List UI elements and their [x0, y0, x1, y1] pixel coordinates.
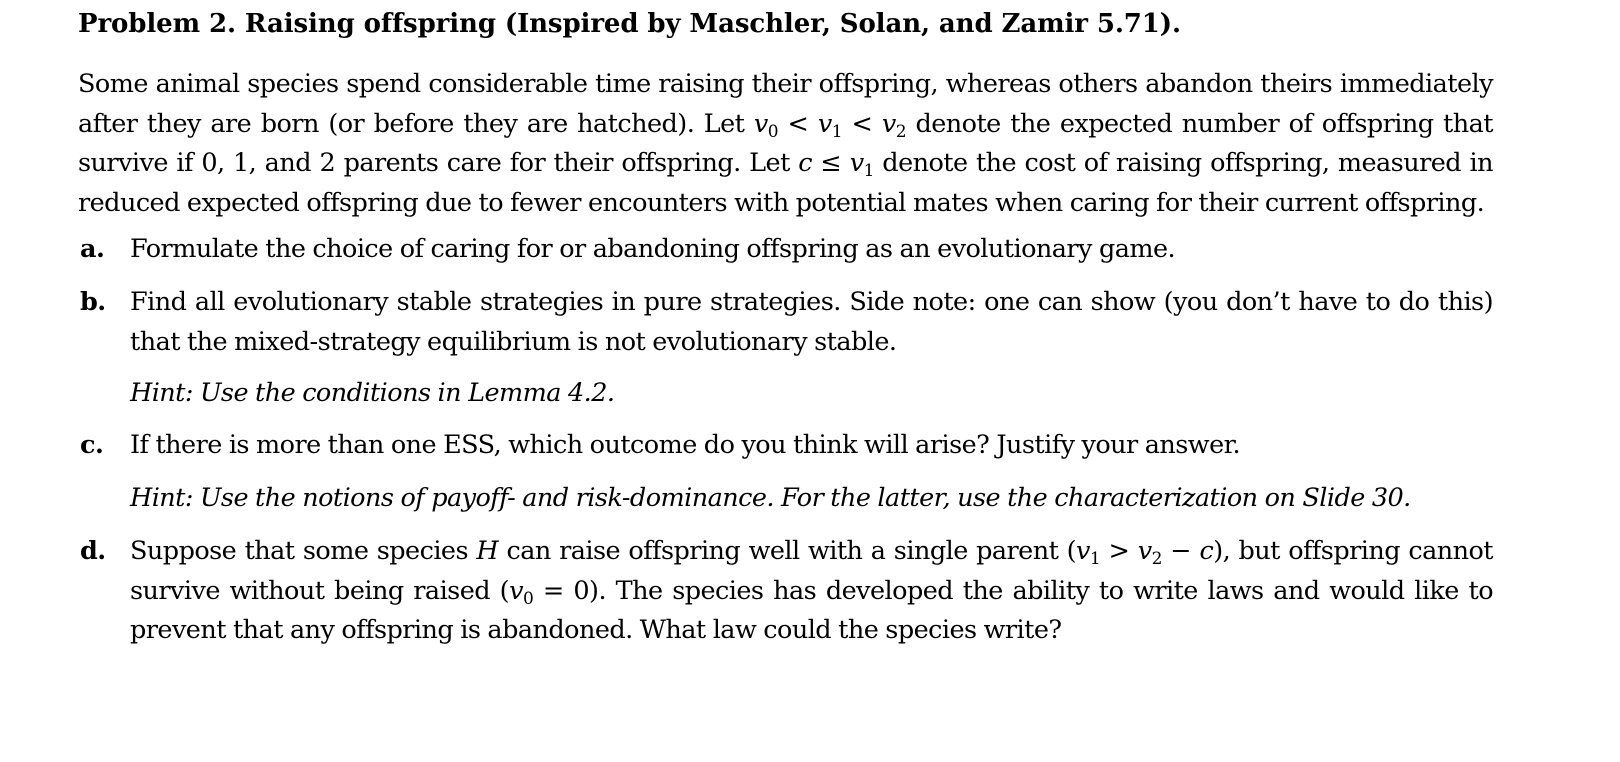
math-var: v	[509, 575, 523, 606]
part-c-label: c.	[80, 430, 104, 460]
part-a-label: a.	[80, 234, 105, 264]
math-var: v	[881, 108, 896, 139]
math-subscript: 1	[863, 161, 874, 181]
problem-intro	[78, 65, 1493, 223]
part-b-label: b.	[80, 287, 106, 317]
part-c-hint: Hint: Use the notions of payoff- and risk-dominance. For the latter, use the characterization on Slide 30.	[130, 483, 1411, 513]
math-subscript: 2	[895, 121, 906, 142]
part-a	[78, 230, 1493, 270]
math-var: H	[476, 536, 499, 566]
math-relation: <	[778, 108, 818, 139]
intro-text: Some animal species spend considerable time raising their offspring, whereas others abandon theirs immediately after they are born (or before they are hatched). Let	[78, 69, 1493, 139]
part-a-text: Formulate the choice of caring for or abandoning offspring as an evolutionary game.	[130, 234, 1176, 264]
part-b	[78, 283, 1493, 362]
math-var: v	[753, 108, 768, 139]
part-d-text-run: Suppose that some species	[130, 536, 477, 566]
math-subscript: 1	[1089, 549, 1101, 569]
part-d-text	[130, 532, 1493, 651]
part-c-text: If there is more than one ESS, which outcome do you think will arise? Justify your answer.	[130, 430, 1241, 460]
math-relation: >	[1100, 536, 1138, 566]
math-subscript: 0	[767, 121, 779, 142]
intro-text: denote the cost of raising offspring, measured in reduced expected offspring due to fewer encounters with potential mates when caring for their current offspring.	[78, 148, 1493, 218]
math-relation: ≤	[811, 148, 850, 178]
math-relation: <	[842, 108, 882, 139]
problem-title: Problem 2. Raising offspring (Inspired by Maschler, Solan, and Zamir 5.71).	[78, 9, 1181, 39]
math-var: v	[849, 148, 864, 178]
part-b-hint: Hint: Use the conditions in Lemma 4.2.	[130, 378, 615, 408]
math-var: c	[798, 148, 812, 178]
part-d-text-run: can raise offspring well with a single parent (	[498, 536, 1077, 566]
math-var: v	[1076, 536, 1090, 566]
math-var: v	[1137, 536, 1152, 566]
intro-text: denote the expected number of offspring that survive if 0, 1, and 2 parents care for their offspring. Let	[78, 108, 1493, 178]
math-subscript: 0	[522, 588, 534, 609]
math-subscript: 2	[1151, 549, 1162, 569]
math-var: v	[817, 108, 832, 139]
part-d	[78, 532, 1493, 651]
math-var: c	[1199, 536, 1214, 566]
math-operator: −	[1161, 536, 1200, 566]
part-b-text: Find all evolutionary stable strategies in pure strategies. Side note: one can show (you don’t have to do this) that the mixed-strategy equilibrium is not evolutionary stable.	[130, 287, 1493, 357]
part-c	[78, 426, 1493, 466]
part-d-text-run: = 0). The species has developed the ability to write laws and would like to prevent that any offspring is abandoned. What law could the species write?	[130, 575, 1493, 645]
math-subscript: 1	[831, 121, 842, 142]
part-d-label: d.	[80, 536, 106, 566]
part-d-text-run: ), but offspring cannot survive without being raised (	[130, 536, 1493, 606]
